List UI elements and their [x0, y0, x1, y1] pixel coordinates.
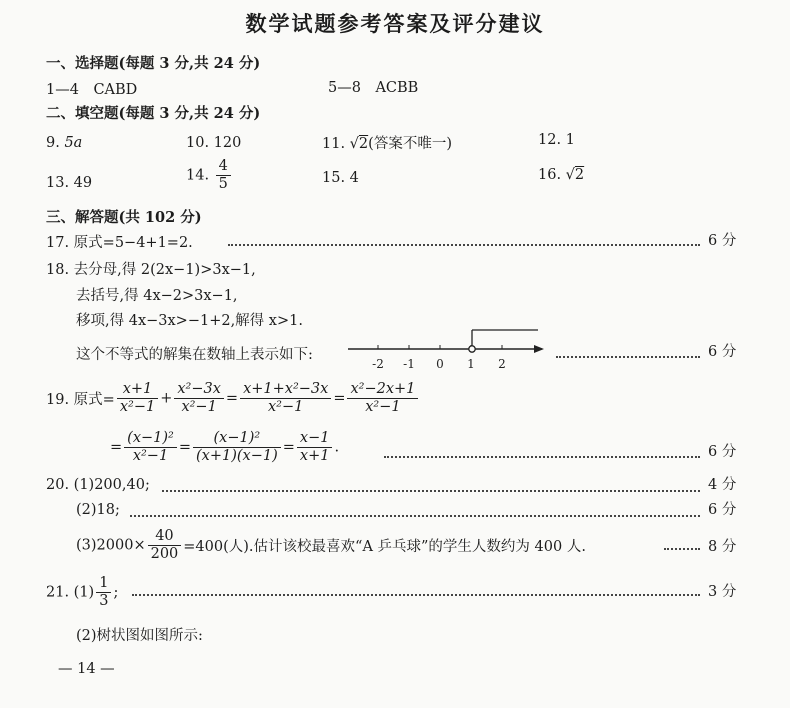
dot-leader — [556, 356, 700, 358]
page-title: 数学试题参考答案及评分建议 — [245, 11, 545, 36]
points-19: 6 分 — [708, 444, 737, 460]
number-line — [346, 322, 556, 374]
choice-answers-1-4: 1—4 CABD — [46, 82, 138, 98]
answer-14: 14. $\frac{4}{5}$ — [186, 158, 233, 193]
answer-15: 15. 4 — [322, 170, 359, 186]
answer-12: 12. 1 — [538, 132, 575, 148]
dot-leader — [664, 548, 700, 550]
dot-leader — [228, 244, 700, 246]
answer-21-2: (2)树状图如图所示: — [76, 628, 203, 644]
answer-18-line1: 18. 去分母,得 2(2x−1)>3x−1, — [46, 262, 256, 278]
dot-leader — [162, 490, 700, 492]
number-line-tick-label: 0 — [436, 357, 444, 371]
answer-18-line2: 去括号,得 4x−2>3x−1, — [76, 288, 238, 304]
number-line-tick-label: 2 — [498, 357, 506, 371]
points-20-3: 8 分 — [708, 539, 737, 555]
answer-19-line1: 19. 原式= $\frac{x+1}{\text{x²−1}}$ + $\frac{\text{x²−3x}}{\text{x²−1}}$ = $\frac{\text{x+1+x²−3x}}{\text{x²−1}}$ = $\frac{\text{x²−2x+1}}{\text{x²−1}}$ — [46, 381, 420, 416]
number-line-tick-label: -1 — [403, 357, 415, 371]
answer-18-line4: 这个不等式的解集在数轴上表示如下: — [76, 347, 313, 363]
dot-leader — [130, 515, 700, 517]
answer-11: 11. √2(答案不唯一) — [322, 136, 452, 152]
answer-18-line3: 移项,得 4x−3x>−1+2,解得 x>1. — [76, 313, 303, 329]
choice-answers-5-8: 5—8 ACBB — [328, 80, 419, 96]
number-line-tick-label: -2 — [372, 357, 384, 371]
answer-20-1: 20. (1)200,40; — [46, 477, 150, 493]
points-17: 6 分 — [708, 233, 737, 249]
answer-9: 9. 5a — [46, 135, 83, 151]
points-20-1: 4 分 — [708, 477, 737, 493]
open-circle-marker — [469, 346, 475, 352]
points-18: 6 分 — [708, 344, 737, 360]
page-number: — 14 — — [58, 661, 115, 677]
dot-leader — [384, 456, 700, 458]
answer-20-3: (3)2000× $\frac{40}{200}$ =400(人).估计该校最喜欢“A 乒乓球”的学生人数约为 400 人. — [76, 528, 586, 562]
points-20-2: 6 分 — [708, 502, 737, 518]
number-line-tick-label: 1 — [467, 357, 475, 371]
answer-16: 16. √2 — [538, 167, 585, 183]
answer-20-2: (2)18; — [76, 502, 120, 518]
answer-17: 17. 原式=5−4+1=2. — [46, 235, 193, 251]
section-solution-heading: 三、解答题(共 102 分) — [46, 209, 202, 226]
answer-19-line2: = $\frac{\text{(x−1)²}}{\text{x²−1}}$ = $\frac{\text{(x−1)²}}{(x+1)(x-1)}$ = $\frac{x-1}{x+1}$ . — [110, 430, 340, 464]
answer-21-1: 21. (1) $\frac{1}{3}$ ; — [46, 575, 119, 609]
answer-10: 10. 120 — [186, 135, 242, 151]
points-21-1: 3 分 — [708, 584, 737, 600]
section-fill-heading: 二、填空题(每题 3 分,共 24 分) — [46, 105, 261, 122]
dot-leader — [132, 594, 700, 596]
answer-13: 13. 49 — [46, 175, 93, 191]
section-choice-heading: 一、选择题(每题 3 分,共 24 分) — [46, 55, 261, 72]
number-line-arrow — [534, 345, 544, 353]
